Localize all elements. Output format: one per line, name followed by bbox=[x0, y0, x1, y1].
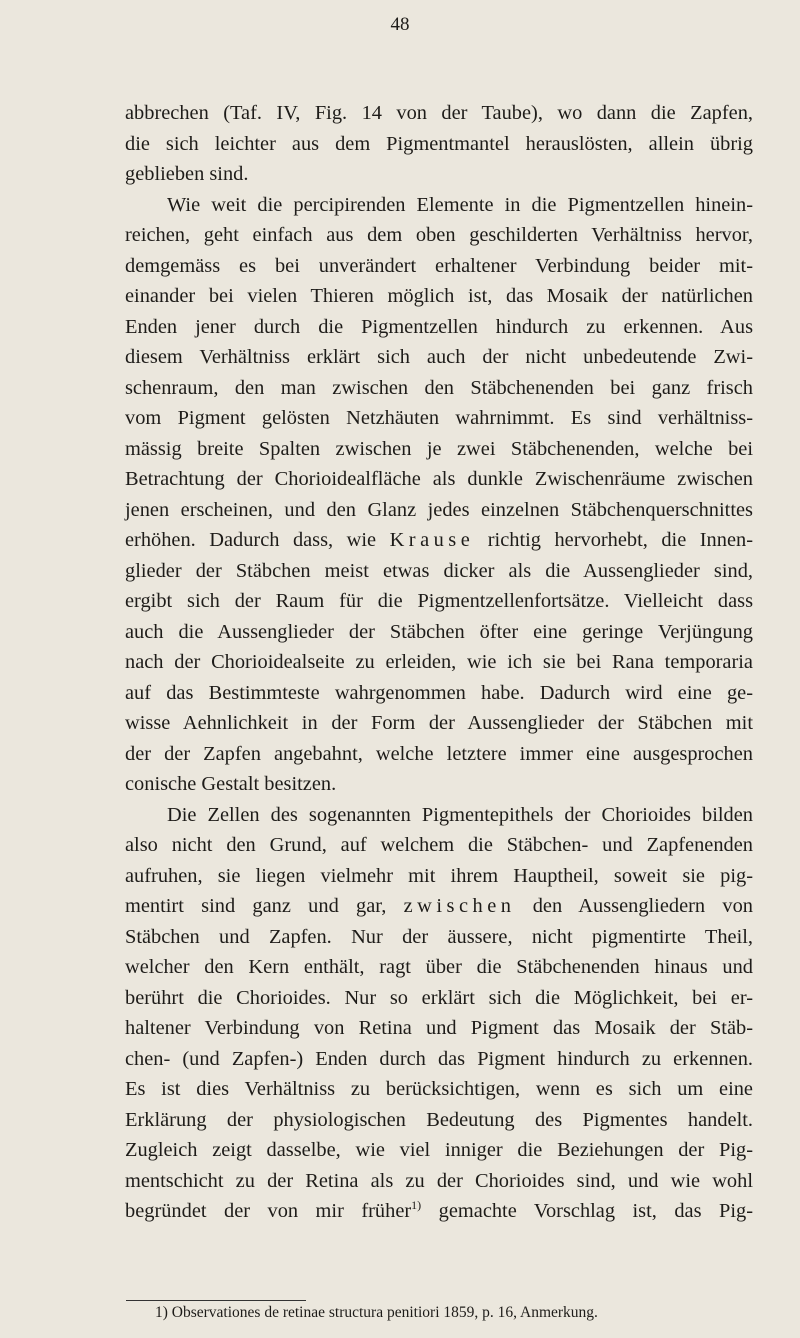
footnote-divider bbox=[126, 1300, 306, 1301]
text-line bbox=[125, 891, 753, 922]
text-line: Enden jener durch die Pigmentzellen hindurch zu erkennen. Aus bbox=[125, 315, 753, 338]
text-line: wisse Aehnlichkeit in der Form der Aussenglieder der Stäbchen mit bbox=[125, 712, 753, 734]
text-fragment: mentirt sind ganz und gar, bbox=[125, 895, 387, 917]
text-fragment: begründet der von mir früher bbox=[125, 1200, 412, 1222]
text-line: chen- (und Zapfen-) Enden durch das Pigment hindurch zu erkennen. bbox=[125, 1047, 753, 1070]
footnote: 1) Observationes de retinae structura penitiori 1859, p. 16, Anmerkung. bbox=[155, 1304, 598, 1321]
text-line: Es ist dies Verhältniss zu berücksichtigen, wenn es sich um eine bbox=[125, 1078, 753, 1100]
text-line: welcher den Kern enthält, ragt über die Stäbchenenden hinaus und bbox=[125, 956, 753, 978]
text-line: haltener Verbindung von Retina und Pigment das Mosaik der Stäb- bbox=[125, 1017, 753, 1039]
text-line: auch die Aussenglieder der Stäbchen öfter eine geringe Verjüngung bbox=[125, 620, 753, 643]
text-fragment: gemachte Vorschlag ist, das Pig- bbox=[438, 1200, 753, 1222]
text-line: jenen erscheinen, und den Glanz jedes einzelnen Stäbchenquerschnittes bbox=[125, 498, 753, 521]
text-line: reichen, geht einfach aus dem oben geschilderten Verhältniss hervor, bbox=[125, 224, 753, 246]
text-line: geblieben sind. bbox=[125, 163, 249, 185]
text-line: demgemäss es bei unverändert erhaltener Verbindung beider mit- bbox=[125, 254, 753, 277]
text-line: berührt die Chorioides. Nur so erklärt sich die Möglichkeit, bei er- bbox=[125, 986, 753, 1009]
text-line: conische Gestalt besitzen. bbox=[125, 773, 337, 795]
footnote-marker: 1) bbox=[411, 1198, 422, 1212]
text-line: glieder der Stäbchen meist etwas dicker als die Aussenglieder sind, bbox=[125, 559, 753, 582]
text-line: Erklärung der physiologischen Bedeutung des Pigmentes handelt. bbox=[125, 1108, 753, 1131]
text-line: die sich leichter aus dem Pigmentmantel herauslösten, allein übrig bbox=[125, 132, 753, 155]
text-line: Zugleich zeigt dasselbe, wie viel inniger die Beziehungen der Pig- bbox=[125, 1139, 753, 1161]
text-line bbox=[125, 525, 753, 556]
page-number: 48 bbox=[390, 14, 410, 35]
text-line: mässig breite Spalten zwischen je zwei Stäbchenenden, welche bei bbox=[125, 437, 753, 460]
text-line bbox=[125, 1196, 753, 1227]
emphasis-word: zwischen bbox=[403, 895, 516, 917]
text-line: nach der Chorioidealseite zu erleiden, wie ich sie bei Rana temporaria bbox=[125, 651, 753, 673]
text-line: einander bei vielen Thieren möglich ist, das Mosaik der natürlichen bbox=[125, 285, 753, 307]
text-line: auf das Bestimmteste wahrgenommen habe. Dadurch wird eine ge- bbox=[125, 681, 753, 704]
text-line: der der Zapfen angebahnt, welche letztere immer eine ausgesprochen bbox=[125, 742, 753, 765]
text-line: diesem Verhältniss erklärt sich auch der nicht unbedeutende Zwi- bbox=[125, 346, 753, 368]
text-fragment: richtig hervorhebt, die Innen- bbox=[487, 529, 753, 551]
text-line: aufruhen, sie liegen vielmehr mit ihrem Hauptheil, soweit sie pig- bbox=[125, 864, 753, 887]
text-line: abbrechen (Taf. IV, Fig. 14 von der Taube), wo dann die Zapfen, bbox=[125, 102, 753, 124]
text-line: ergibt sich der Raum für die Pigmentzellenfortsätze. Vielleicht dass bbox=[125, 590, 753, 612]
text-line: mentschicht zu der Retina als zu der Chorioides sind, und wie wohl bbox=[125, 1169, 753, 1192]
text-line: also nicht den Grund, auf welchem die Stäbchen- und Zapfenenden bbox=[125, 834, 753, 856]
body-text bbox=[125, 98, 753, 1227]
text-fragment: den Aussengliedern von bbox=[532, 895, 753, 917]
author-name: Krause bbox=[389, 529, 475, 551]
text-line: Betrachtung der Chorioidealfläche als dunkle Zwischenräume zwischen bbox=[125, 468, 753, 490]
text-line: Die Zellen des sogenannten Pigmentepithels der Chorioides bilden bbox=[167, 803, 753, 826]
text-line: Stäbchen und Zapfen. Nur der äussere, nicht pigmentirte Theil, bbox=[125, 925, 753, 948]
text-fragment: erhöhen. Dadurch dass, wie bbox=[125, 529, 377, 551]
text-line: Wie weit die percipirenden Elemente in die Pigmentzellen hinein- bbox=[167, 193, 753, 216]
text-line: schenraum, den man zwischen den Stäbchenenden bei ganz frisch bbox=[125, 376, 753, 399]
text-line: vom Pigment gelösten Netzhäuten wahrnimmt. Es sind verhältniss- bbox=[125, 407, 753, 429]
